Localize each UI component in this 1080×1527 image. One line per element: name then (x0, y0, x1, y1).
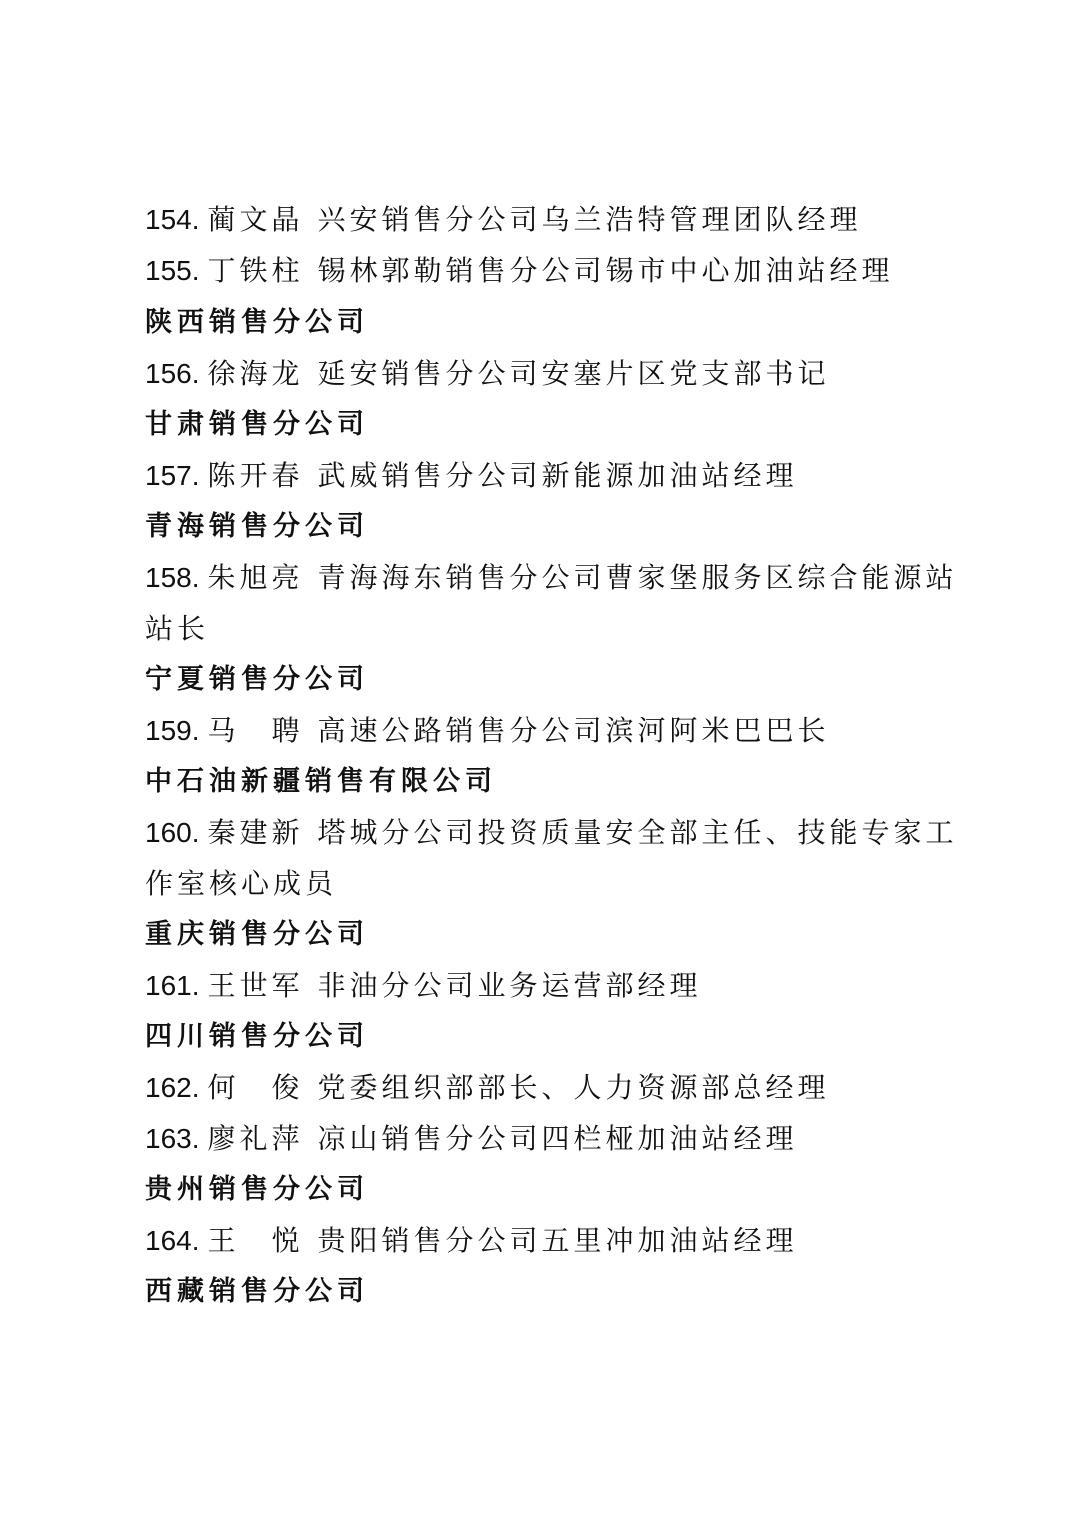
item-number: 157. (145, 460, 200, 491)
item-name: 王 悦 (207, 1224, 304, 1257)
item-name: 廖礼萍 (207, 1122, 304, 1155)
item-number: 164. (145, 1225, 200, 1256)
item-name: 丁铁柱 (207, 254, 304, 287)
item-number: 154. (145, 204, 200, 235)
item-number: 158. (145, 562, 200, 593)
item-description: 武威销售分公司新能源加油站经理 (317, 459, 798, 492)
item-name: 朱旭亮 (207, 561, 304, 594)
item-number: 160. (145, 817, 200, 848)
item-number: 163. (145, 1123, 200, 1154)
list-item (145, 1215, 945, 1266)
item-description: 贵阳销售分公司五里冲加油站经理 (317, 1224, 798, 1257)
item-name: 秦建新 (207, 816, 304, 849)
item-number: 156. (145, 358, 200, 389)
item-description: 延安销售分公司安塞片区党支部书记 (317, 357, 830, 390)
section-heading: 贵州销售分公司 (145, 1174, 369, 1205)
item-description: 非油分公司业务运营部经理 (317, 969, 702, 1002)
list-item-continuation: 作室核心成员 (145, 867, 338, 900)
list-item (145, 960, 945, 1011)
section-heading: 中石油新疆销售有限公司 (145, 766, 497, 797)
item-description: 高速公路销售分公司滨河阿米巴巴长 (317, 714, 830, 747)
list-item (145, 705, 945, 756)
item-number: 155. (145, 255, 200, 286)
list-item (145, 1113, 945, 1164)
item-description: 兴安销售分公司乌兰浩特管理团队经理 (317, 203, 862, 236)
list-item (145, 807, 958, 858)
section-heading: 甘肃销售分公司 (145, 409, 369, 440)
item-description: 锡林郭勒销售分公司锡市中心加油站经理 (317, 254, 894, 287)
section-heading: 西藏销售分公司 (145, 1276, 369, 1307)
section-heading: 四川销售分公司 (145, 1021, 369, 1052)
section-heading: 宁夏销售分公司 (145, 664, 369, 695)
item-name: 王世军 (207, 969, 304, 1002)
list-item (145, 245, 945, 296)
item-name: 蔺文晶 (207, 203, 304, 236)
section-heading: 陕西销售分公司 (145, 307, 369, 338)
item-name: 陈开春 (207, 459, 304, 492)
item-number: 159. (145, 715, 200, 746)
item-name: 马 聘 (207, 714, 304, 747)
item-description: 青海海东销售分公司曹家堡服务区综合能源站 (317, 561, 958, 594)
item-description: 党委组织部部长、人力资源部总经理 (317, 1071, 830, 1104)
list-item (145, 450, 945, 501)
section-heading: 重庆销售分公司 (145, 919, 369, 950)
list-item-continuation: 站长 (145, 612, 210, 645)
list-item (145, 348, 945, 399)
item-description: 凉山销售分公司四栏桠加油站经理 (317, 1122, 798, 1155)
list-item (145, 194, 945, 245)
item-name: 徐海龙 (207, 357, 304, 390)
section-heading: 青海销售分公司 (145, 511, 369, 542)
item-description: 塔城分公司投资质量安全部主任、技能专家工 (317, 816, 958, 849)
item-name: 何 俊 (207, 1071, 304, 1104)
list-item (145, 1062, 945, 1113)
item-number: 161. (145, 970, 200, 1001)
list-item (145, 552, 958, 603)
item-number: 162. (145, 1072, 200, 1103)
